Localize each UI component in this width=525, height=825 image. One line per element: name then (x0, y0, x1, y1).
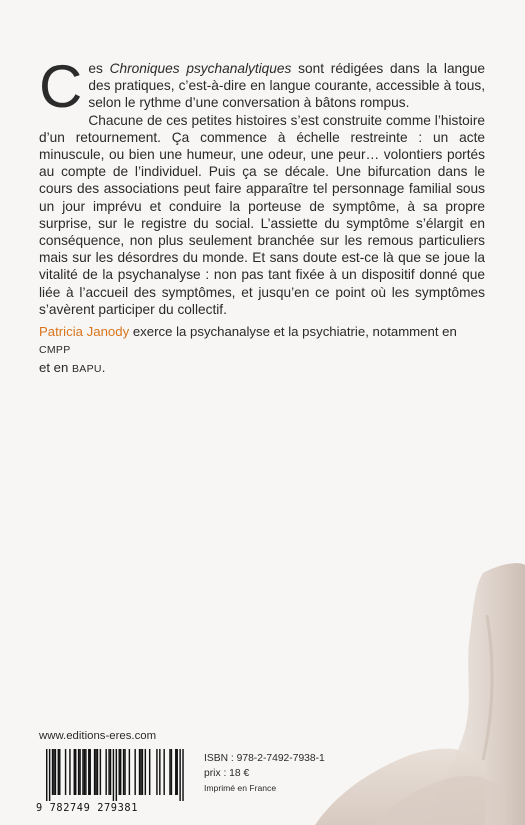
barcode-bar (142, 749, 143, 795)
barcode-bar (108, 749, 109, 795)
printed-in-text: Imprimé en France (204, 783, 277, 793)
blurb-body: Chacune de ces petites histoires s’est construite comme l’histoire d’un retournement. Ça commence à échelle restreinte : un acte minuscule, ou bien une humeur, une odeur, une peur… volontiers portés au compte de l’individuel. Puis ça se décale. Une bifurcation dans le cours des associations peut faire apparaître tel personnage familial sous un jour imprévu et conduire la porteuse de symptôme, à sa propre surprise, sur le registre du social. L’assiette du symptôme s’élargit en conséquence, non plus seulement branchée sur les remous particuliers mais sur les désordres du monde. Et sans doute est-ce là que se joue la vitalité de la psychanalyse : non pas tant fixée à un dispositif donné que liée à l’accueil des symptômes, et jusqu’en ce point où les symptômes s’avèrent participer du collectif. (39, 112, 485, 317)
blurb-paragraph (39, 53, 486, 120)
barcode-bar (177, 749, 178, 795)
bio-abbr-bapu: BAPU (72, 363, 102, 376)
barcode-bar (145, 749, 146, 795)
barcode-bar (171, 749, 172, 795)
barcode-bar (95, 749, 96, 795)
barcode-bar (59, 749, 60, 795)
barcode-graphic (36, 749, 192, 801)
price-text: prix : 18 € (204, 767, 250, 779)
barcode-bar (58, 749, 59, 795)
back-cover-blurb (39, 53, 486, 318)
author-bio (39, 323, 485, 379)
barcode-bar (156, 749, 157, 795)
barcode-bar (78, 749, 79, 795)
bio-abbr-cmpp: CMPP (39, 344, 71, 357)
barcode-bar (84, 749, 85, 795)
barcode-bar (119, 749, 120, 795)
barcode-bar (182, 749, 183, 801)
dropcap-letter: C (39, 53, 83, 120)
barcode-bar (82, 749, 83, 795)
barcode-bar (149, 749, 150, 795)
barcode-bar (90, 749, 91, 795)
barcode-bar (169, 749, 170, 795)
book-series-title: Chroniques psychanalytiques (109, 61, 292, 76)
bio-text-end: . (101, 360, 106, 376)
barcode-bar (49, 749, 50, 801)
bio-text-2: et en (39, 360, 72, 376)
blurb-lead: es (88, 61, 110, 76)
bio-text: exerce la psychanalyse et la psychiatrie, notamment en (129, 324, 457, 339)
barcode-digits: 9 782749 279381 (36, 802, 138, 814)
barcode-bar (120, 749, 121, 795)
blurb-lead-rest: sont rédigées dans la langue des pratiques, c’est-à-dire en langue courante, accessible à tous, selon le rythme d’une conversation à bâtons rompus. (88, 61, 486, 111)
barcode-bar (179, 749, 180, 801)
author-name: Patricia Janody (39, 324, 130, 339)
barcode-bar (175, 749, 176, 795)
barcode-bar (74, 749, 75, 795)
barcode-bar (97, 749, 98, 795)
barcode-bar (134, 749, 135, 795)
barcode-bar (116, 749, 117, 801)
barcode-bar (79, 749, 80, 795)
barcode-bar (94, 749, 95, 795)
barcode-bar (129, 749, 130, 795)
isbn-text: ISBN : 978-2-7492-7938-1 (204, 753, 325, 764)
sculpture-image (315, 555, 525, 825)
barcode-bar (105, 749, 106, 795)
barcode-bar (52, 749, 53, 795)
barcode-bar (75, 749, 76, 795)
barcode-bar (139, 749, 140, 795)
barcode-bar (123, 749, 124, 795)
barcode-bar (163, 749, 164, 795)
barcode-bar (69, 749, 70, 795)
barcode-bar (53, 749, 54, 795)
barcode-bar (113, 749, 114, 801)
barcode-bar (46, 749, 47, 801)
barcode-bar (100, 749, 101, 795)
isbn-barcode (36, 749, 192, 814)
barcode-bar (55, 749, 56, 795)
barcode-bar (110, 749, 111, 795)
barcode-bar (159, 749, 160, 795)
barcode-bar (85, 749, 86, 795)
barcode-bar (88, 749, 89, 795)
barcode-bar (140, 749, 141, 795)
book-info (204, 752, 325, 796)
barcode-bar (65, 749, 66, 795)
barcode-bar (124, 749, 125, 795)
publisher-website[interactable]: www.editions-eres.com (39, 730, 157, 742)
